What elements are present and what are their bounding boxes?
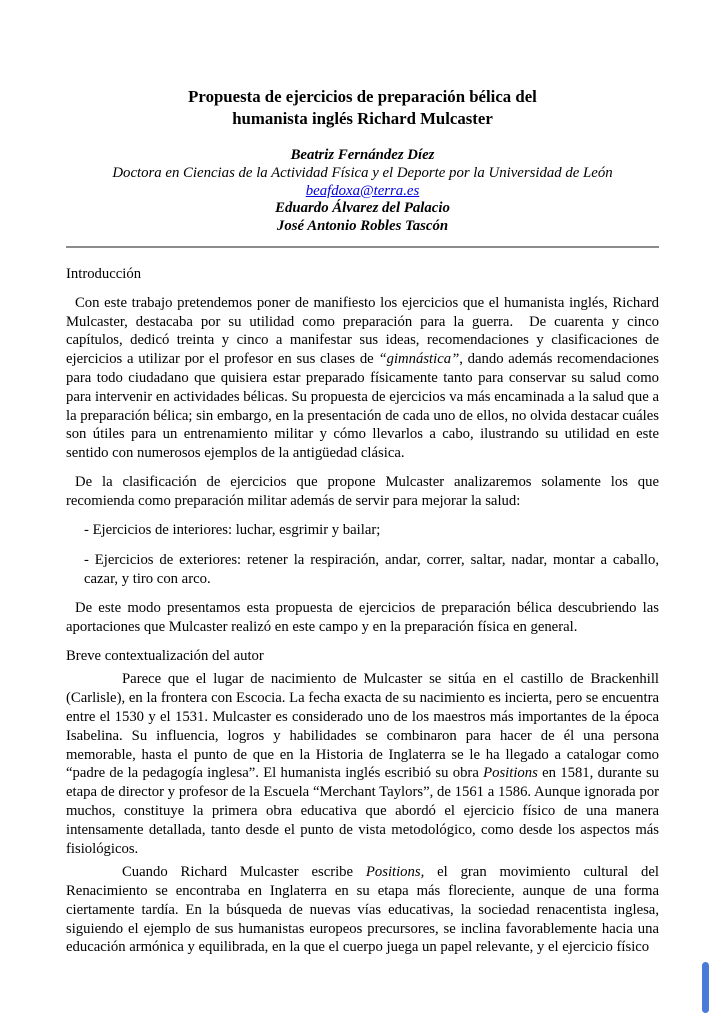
- list-item-interior-exercises: - Ejercicios de interiores: luchar, esgrimir y bailar;: [84, 521, 381, 538]
- authors-block: [66, 147, 659, 236]
- paragraph-3: De este modo presentamos esta propuesta de ejercicios de preparación bélica descubriendo las aportaciones que Mulcaster realizó en este campo y en la preparación física en general.: [66, 599, 659, 635]
- scrollbar-thumb[interactable]: [702, 962, 709, 1013]
- author-affiliation: Doctora en Ciencias de la Actividad Física y el Deporte por la Universidad de León: [112, 164, 613, 181]
- title-line-1: Propuesta de ejercicios de preparación bélica del: [188, 87, 537, 106]
- paragraph-5-text-a: Cuando Richard Mulcaster escribe: [122, 864, 366, 881]
- paragraph-4-text-a: Parece que el lugar de nacimiento de Mulcaster se sitúa en el castillo de Brackenhill (Carlisle), en la frontera con Escocia. La fecha exacta de su nacimiento es incierta, pero se encuentra entre el 1530 y el 1531. Mulcaster es considerado uno de los maestros más importantes de la época Isabelina. Su influencia, logros y habilidades se combinaron para hacer de él una persona memorable, hasta el punto de que en la Historia de Inglaterra se le ha llegado a catalogar como “padre de la pedagogía inglesa”. El humanista inglés escribió su obra: [66, 671, 659, 782]
- title-line-2: humanista inglés Richard Mulcaster: [232, 109, 493, 128]
- email-link[interactable]: beafdoxa@terra.es: [305, 182, 420, 199]
- section-heading-context: Breve contextualización del autor: [66, 647, 264, 664]
- paragraph-1-text-b: , dando además recomendaciones para todo ciudadano que quisiera estar preparado físicamente tanto para conservar su salud como para intervenir en actividades bélicas. Su propuesta de ejercicios va más encaminada a la salud que a la preparación bélica; sin embargo, en la presentación de cada uno de ellos, no olvida destacar cuáles son útiles para un entrenamiento militar y cómo llevarlos a cabo, ilustrando su utilidad en este sentido con numerosos ejemplos de la antigüedad clásica.: [66, 351, 659, 462]
- author-name-1: Beatriz Fernández Díez: [290, 147, 435, 163]
- paragraph-5-text-b: el gran movimiento cultural del Renacimiento se encontraba en Inglaterra en su etapa más floreciente, aunque de una forma ciertamente tardía. En la búsqueda de nuevas vías educativas, la sociedad renacentista inglesa, siguiendo el ejemplo de sus humanistas europeos precursores, se inclina favorablemente hacia una educación armónica y equilibrada, en la que el cuerpo juega un papel relevante, y el ejercicio físico: [66, 864, 659, 956]
- paragraph-4-text-b: en 1581, durante su etapa de director y profesor de la Escuela “Merchant Taylors”, de 1561 a 1586. Aunque ignorada por muchos, constituye la primera obra educativa que abordó el ejercicio físico de una manera intensamente detallada, tanto desde el punto de vista metodológico, como desde los aspectos más fisiológicos.: [66, 765, 660, 857]
- page-title: [66, 86, 659, 130]
- paragraph-5: [66, 863, 659, 957]
- email-line: [66, 183, 659, 201]
- paragraph-5-book-title: Positions,: [365, 864, 425, 881]
- paragraph-4-book-title: Positions: [483, 765, 538, 782]
- paragraph-4: [66, 670, 659, 858]
- horizontal-divider: [66, 246, 659, 248]
- paragraph-1-italic-term: “gimnástica”: [378, 351, 460, 368]
- list-item-exterior-exercises: - Ejercicios de exteriores: retener la respiración, andar, correr, saltar, nadar, montar a caballo, cazar, y tiro con arco.: [84, 552, 659, 588]
- paragraph-1-text-a: Con este trabajo pretendemos poner de manifiesto los ejercicios que el humanista inglés, Richard Mulcaster, destacaba por su utilidad como preparación para la guerra. De cuarenta y cinco capítulos, dedicó treinta y cinco a manifestar sus ideas, recomendaciones y clasificaciones de ejercicios a utilizar por el profesor en sus clases de: [66, 294, 659, 368]
- document-content: [0, 86, 724, 957]
- author-name-2: Eduardo Álvarez del Palacio: [275, 200, 450, 217]
- author-name-3: José Antonio Robles Tascón: [276, 218, 449, 235]
- section-heading-introduction: Introducción: [66, 265, 142, 282]
- paragraph-2: De la clasificación de ejercicios que propone Mulcaster analizaremos solamente los que recomienda como preparación militar además de servir para mejorar la salud:: [66, 473, 659, 509]
- paragraph-1: [66, 294, 659, 463]
